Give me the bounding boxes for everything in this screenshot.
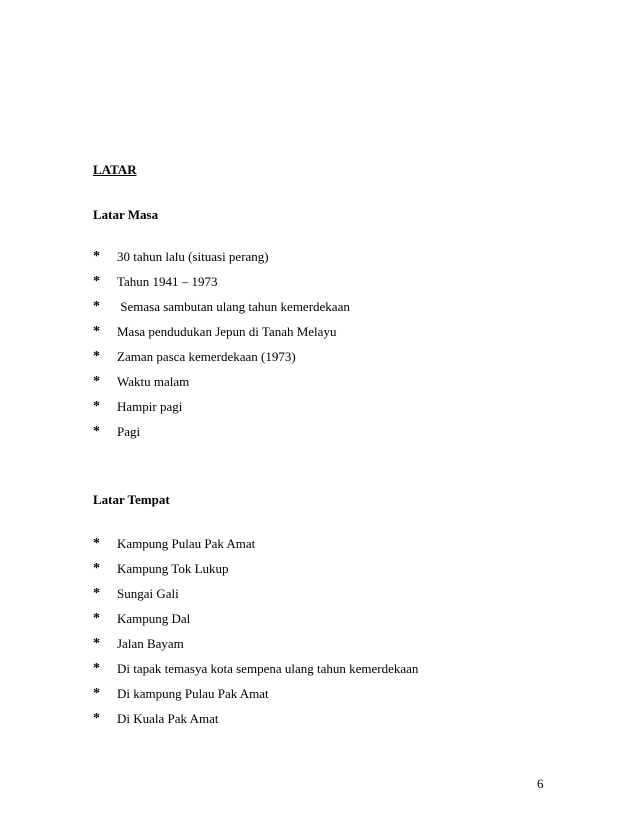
list-item xyxy=(93,424,350,449)
bullet-asterisk: * xyxy=(93,349,100,364)
bullet-asterisk: * xyxy=(93,374,100,389)
list-item-text: Masa pendudukan Jepun di Tanah Melayu xyxy=(117,324,337,339)
page-number: 6 xyxy=(537,776,544,791)
list-item-text: Pagi xyxy=(117,424,141,439)
bullet-asterisk: * xyxy=(93,274,100,289)
list-item xyxy=(93,249,350,274)
list-item-text: Kampung Pulau Pak Amat xyxy=(117,536,256,551)
list-item xyxy=(93,661,418,686)
list-item xyxy=(93,536,418,561)
list-item xyxy=(93,374,350,399)
list-item xyxy=(93,561,418,586)
list-item xyxy=(93,299,350,324)
bullet-asterisk: * xyxy=(93,711,100,726)
bullet-asterisk: * xyxy=(93,299,100,314)
bullet-asterisk: * xyxy=(93,686,100,701)
section-title-latar: LATAR xyxy=(93,162,137,177)
list-item-text: Sungai Gali xyxy=(117,586,179,601)
bullet-asterisk: * xyxy=(93,586,100,601)
bullet-asterisk: * xyxy=(93,661,100,676)
list-item-text: Di tapak temasya kota sempena ulang tahun kemerdekaan xyxy=(117,661,419,676)
list-item-text: Di Kuala Pak Amat xyxy=(117,711,219,726)
list-item xyxy=(93,636,418,661)
list-item xyxy=(93,611,418,636)
bullet-asterisk: * xyxy=(93,561,100,576)
list-item xyxy=(93,686,418,711)
subheading-latar-tempat: Latar Tempat xyxy=(93,492,170,507)
list-item-text: 30 tahun lalu (situasi perang) xyxy=(117,249,269,264)
list-item-text: Tahun 1941 – 1973 xyxy=(117,274,218,289)
list-item-text: Zaman pasca kemerdekaan (1973) xyxy=(117,349,296,364)
list-item xyxy=(93,711,418,736)
bullet-asterisk: * xyxy=(93,536,100,551)
list-item xyxy=(93,586,418,611)
bullet-asterisk: * xyxy=(93,424,100,439)
bullet-asterisk: * xyxy=(93,249,100,264)
list-item-text: Semasa sambutan ulang tahun kemerdekaan xyxy=(117,299,350,314)
latar-masa-list xyxy=(93,249,350,449)
list-item xyxy=(93,324,350,349)
list-item-text: Kampung Tok Lukup xyxy=(117,561,229,576)
list-item xyxy=(93,399,350,424)
list-item-text: Kampung Dal xyxy=(117,611,191,626)
bullet-asterisk: * xyxy=(93,636,100,651)
list-item-text: Waktu malam xyxy=(117,374,190,389)
latar-tempat-list xyxy=(93,536,418,736)
list-item-text: Di kampung Pulau Pak Amat xyxy=(117,686,269,701)
subheading-latar-masa: Latar Masa xyxy=(93,207,159,222)
bullet-asterisk: * xyxy=(93,611,100,626)
list-item xyxy=(93,274,350,299)
bullet-asterisk: * xyxy=(93,324,100,339)
bullet-asterisk: * xyxy=(93,399,100,414)
list-item xyxy=(93,349,350,374)
list-item-text: Hampir pagi xyxy=(117,399,183,414)
list-item-text: Jalan Bayam xyxy=(117,636,184,651)
